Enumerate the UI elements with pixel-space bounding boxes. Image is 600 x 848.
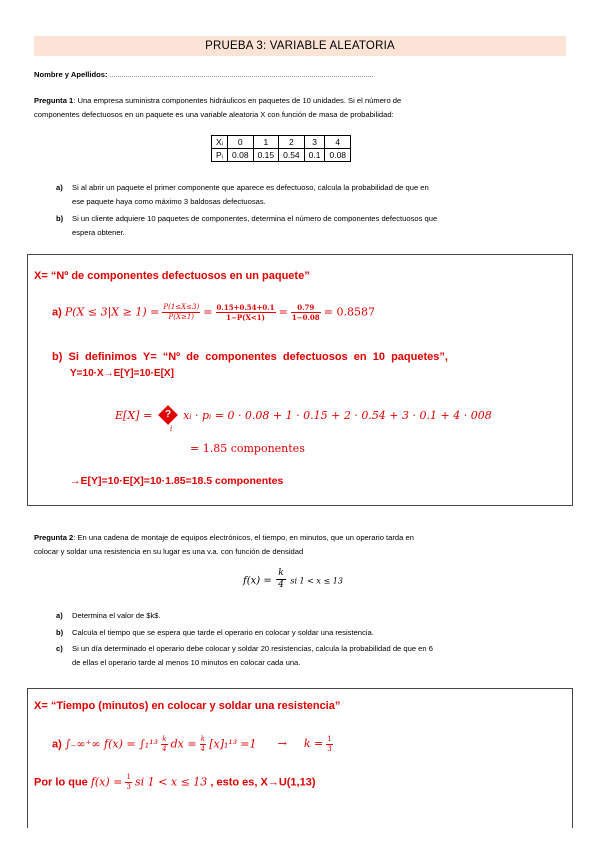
conclusion-frac: $\frac{1}{3}$ (126, 773, 131, 791)
pmf-p-cell: 0.54 (279, 149, 305, 162)
pmf-p-cell: 0.15 (253, 149, 279, 162)
question-1 (34, 94, 574, 122)
ex-sub: i (170, 425, 173, 433)
pmf-p-cell: 0.08 (228, 149, 254, 162)
pmf-table (211, 135, 351, 162)
sol1-b-line-2: Y=10·X→E[Y]=10·E[X] (70, 368, 174, 379)
q2-label: Pregunta 2 (34, 533, 74, 542)
sol1-part-a: a) P(X ≤ 3|X ≥ 1) = $\frac{P(1\le X\le 3)}{P(X\ge 1)}$ = $\frac{0.15+0.54+0.1}{1-P(X<1)}$ = $\frac{0.79}{1-0.08}$ = 0.8587 (52, 303, 375, 322)
name-dots: …………………………………………………………………………………………………………………… (109, 73, 374, 79)
item-text: espera obtener. (72, 228, 125, 237)
sol2-arrow: → (277, 737, 287, 751)
pmf-p-cell: 0.1 (304, 149, 325, 162)
pmf-p-cell: 0.08 (325, 149, 351, 162)
q1-text-1: : Una empresa suministra componentes hidráulicos en paquetes de 10 unidades. Si el número de (73, 96, 402, 105)
student-name-line (34, 70, 374, 79)
sol1-a-frac-1: $\frac{P(1\le X\le 3)}{P(X\ge 1)}$ (163, 303, 200, 321)
conclusion-f: f(x) = (90, 775, 123, 789)
density-formula (243, 568, 343, 591)
sol2-conclusion (34, 773, 316, 792)
q1-text-2: componentes defectuosos en un paquete es una variable aleatoria X con función de masa de probabilidad: (34, 110, 394, 119)
item-label: a) (56, 183, 63, 192)
sol2-k-over-4: $\frac{k}{4}$ (162, 735, 167, 753)
item-text: Si un día determinado el operario debe colocar y soldar 20 resistencias, calcula la probabilidad de que en 6 (72, 644, 433, 653)
sol1-a-frac-3: $\frac{0.79}{1-0.08}$ (291, 303, 320, 322)
sol2-bracket: [x]₁¹³ (209, 737, 238, 751)
item-text: ese paquete haya como máximo 3 baldosas defectuosas. (72, 197, 266, 206)
sol2-definition: X= “Tiempo (minutos) en colocar y soldar una resistencia” (34, 700, 341, 712)
item-text: de ellas el operario tarde al menos 10 minutos en colocar cada una. (72, 658, 301, 667)
conclusion-post: , esto es, X→U(1,13) (210, 776, 316, 789)
item-label: b) (56, 628, 64, 637)
ex-rhs: xᵢ · pᵢ = 0 · 0.08 + 1 · 0.15 + 2 · 0.54 + 3 · 0.1 + 4 · 008 (183, 409, 492, 422)
solution-box-1 (27, 254, 573, 506)
sol2-eq: =1 (240, 737, 257, 751)
sol1-b-line-1: b) Si definimos Y= “Nº de componentes defectuosos en 10 paquetes”, (52, 351, 448, 363)
item-label: c) (56, 644, 63, 653)
pmf-x-cell: 4 (325, 136, 351, 149)
sol1-a-result: = 0.8587 (323, 305, 375, 319)
sol2-dx: dx = (170, 737, 197, 751)
pmf-row-x (212, 136, 351, 149)
q2-item-a (56, 609, 566, 623)
pmf-row-p (212, 149, 351, 162)
formula-frac: $\frac{k}{4}$ (278, 568, 284, 590)
sol1-expectation (115, 406, 492, 424)
q2-item-c (56, 642, 566, 670)
pmf-p-header: Pᵢ (212, 149, 228, 162)
sol2-k-over-4b: $\frac{k}{4}$ (200, 735, 206, 753)
sol2-k-value: $\frac{1}{3}$ (327, 735, 332, 753)
item-text: Si un cliente adquiere 10 paquetes de componentes, determina el número de componentes defectuosos que (72, 214, 438, 223)
pmf-x-cell: 3 (304, 136, 325, 149)
sol1-definition: X= “Nº de componentes defectuosos en un paquete” (34, 270, 310, 282)
item-label: a) (56, 611, 63, 620)
item-text: Determina el valor de $k$. (72, 611, 161, 620)
sol2-integral: ∫₋∞⁺∞ f(x) = ∫₁¹³ (64, 737, 159, 751)
q1-item-b (56, 212, 566, 240)
q2-item-b (56, 626, 566, 640)
ex-lhs: E[X] = (115, 409, 153, 422)
pmf-x-header: Xᵢ (212, 136, 228, 149)
q2-text-2: colocar y soldar una resistencia en su lugar es una v.a. con función de densidad (34, 547, 304, 556)
conclusion-pre: Por lo que (34, 776, 88, 789)
q2-text-1: : En una cadena de montaje de equipos electrónicos, el tiempo, en minutos, que un operario tarda en (73, 533, 414, 542)
item-label: b) (56, 214, 64, 223)
q1-item-a (56, 181, 566, 209)
sol1-a-label: a) (52, 306, 62, 319)
page-title: PRUEBA 3: VARIABLE ALEATORIA (205, 40, 395, 52)
q1-label: Pregunta 1 (34, 96, 74, 105)
formula-cond: si 1 < x ≤ 13 (290, 576, 343, 586)
sol1-a-lhs: P(X ≤ 3|X ≥ 1) = (64, 305, 160, 319)
sol2-part-a (52, 735, 333, 754)
pmf-x-cell: 0 (228, 136, 254, 149)
pmf-x-cell: 1 (253, 136, 279, 149)
sol1-a-frac-2: $\frac{0.15+0.54+0.1}{1-P(X<1)}$ (216, 303, 275, 322)
item-text: Si al abrir un paquete el primer componente que aparece es defectuoso, calcula la probabilidad de que en (72, 183, 429, 192)
conclusion-cond: si 1 < x ≤ 13 (135, 775, 208, 789)
item-text: Calcula el tiempo que se espera que tarde el operario en colocar y soldar una resistencia. (72, 628, 374, 637)
name-label: Nombre y Apellidos: (34, 70, 108, 79)
title-bar (34, 36, 566, 56)
pmf-x-cell: 2 (279, 136, 305, 149)
sol2-a-label: a) (52, 738, 62, 751)
sol2-k: k = (303, 737, 324, 751)
question-2 (34, 531, 574, 559)
formula-lhs: f(x) = (243, 575, 272, 587)
unknown-glyph-icon: ? (158, 405, 178, 425)
ex-result: = 1.85 componentes (190, 442, 305, 455)
sol1-ey: →E[Y]=10·E[X]=10·1.85=18.5 componentes (70, 475, 284, 487)
